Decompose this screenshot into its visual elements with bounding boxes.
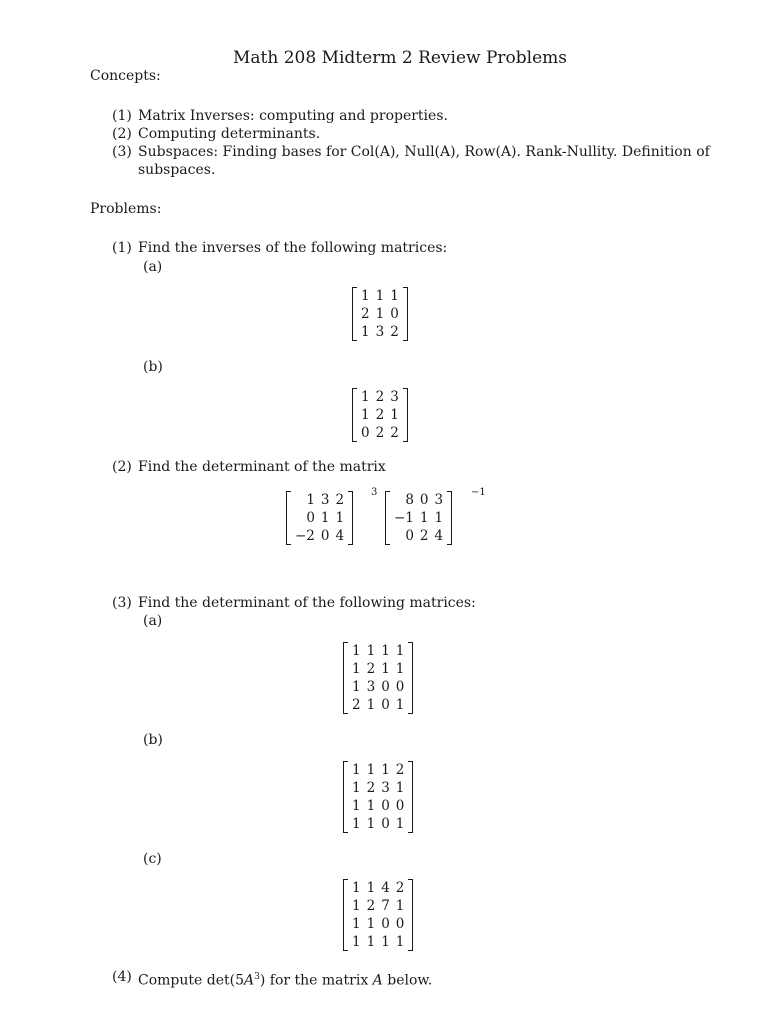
- problem-2-text: Find the determinant of the matrix: [138, 459, 386, 475]
- matrix-entry: 7: [381, 898, 390, 914]
- right-bracket: [403, 287, 408, 341]
- problem-1b-matrix: [352, 388, 408, 442]
- matrix-entry: 1: [434, 510, 444, 526]
- concept-3-number: (3): [112, 144, 132, 160]
- matrix-entry: 2: [366, 780, 376, 796]
- exponent: 3: [254, 972, 260, 982]
- matrix-entry: 0: [361, 425, 370, 441]
- matrix-entry: 1: [395, 898, 405, 914]
- problem-3c-label: (c): [143, 851, 162, 867]
- right-matrix-exponent: −1: [471, 487, 486, 498]
- left-bracket: [286, 491, 291, 545]
- left-matrix-exponent: 3: [371, 487, 378, 498]
- problem-4-number: (4): [112, 969, 132, 985]
- matrix-entry: 1: [395, 934, 405, 950]
- matrix-entry: 1: [395, 816, 405, 832]
- concepts-heading: Concepts:: [90, 68, 161, 84]
- matrix-entry: 1: [381, 661, 390, 677]
- concept-1-text: Matrix Inverses: computing and properties.: [138, 108, 448, 124]
- problem-2-right-matrix: [385, 491, 452, 545]
- left-bracket: [352, 287, 357, 341]
- matrix-entry: 0: [395, 679, 405, 695]
- left-bracket: [343, 761, 348, 833]
- matrix-entry: 1: [361, 389, 370, 405]
- matrix-entry: 1: [395, 661, 405, 677]
- left-bracket: [343, 879, 348, 951]
- matrix-entry: 2: [335, 492, 345, 508]
- problem-4-text-start: Compute det(5: [138, 972, 244, 989]
- matrix-entry: 4: [335, 528, 345, 544]
- matrix-entry: 2: [366, 898, 376, 914]
- matrix-entry: 1: [366, 934, 376, 950]
- problem-4-text: [138, 968, 432, 990]
- matrix-entry: 1: [390, 407, 399, 423]
- matrix-entry: 0: [395, 798, 405, 814]
- matrix-entry: 1: [381, 643, 390, 659]
- matrix-entry: 0: [381, 697, 390, 713]
- concept-1-number: (1): [112, 108, 132, 124]
- matrix-entry: 1: [361, 407, 370, 423]
- matrix-entry: 1: [352, 916, 361, 932]
- matrix-entry: 0: [381, 679, 390, 695]
- matrix-entry: 0: [381, 916, 390, 932]
- right-bracket: [447, 491, 452, 545]
- matrix-entry: 3: [381, 780, 390, 796]
- matrix-entry: 1: [352, 661, 361, 677]
- problem-1-text: Find the inverses of the following matrices:: [138, 240, 448, 256]
- problem-2-left-matrix: [286, 491, 353, 545]
- right-bracket: [403, 388, 408, 442]
- matrix-entry: 1: [352, 816, 361, 832]
- problem-3b-matrix: [343, 761, 413, 833]
- matrix-entry: 1: [375, 306, 385, 322]
- left-bracket: [352, 388, 357, 442]
- matrix-entry: 0: [320, 528, 330, 544]
- matrix-entry: 1: [366, 762, 376, 778]
- matrix-entry: 1: [381, 934, 390, 950]
- concept-2-number: (2): [112, 126, 132, 142]
- problem-4-text-middle: ) for the matrix: [259, 972, 373, 989]
- matrix-variable: A: [372, 972, 383, 989]
- matrix-variable: A: [244, 972, 255, 989]
- matrix-entry: 1: [306, 492, 315, 508]
- problem-3a-label: (a): [143, 613, 163, 629]
- matrix-entry: 1: [381, 762, 390, 778]
- problem-4-text-end: below.: [382, 972, 433, 989]
- problem-3a-matrix: [343, 642, 413, 714]
- problem-1a-label: (a): [143, 259, 163, 275]
- right-bracket: [348, 491, 353, 545]
- matrix-entry: 1: [390, 288, 399, 304]
- matrix-entry: 1: [352, 898, 361, 914]
- matrix-entry: 1: [352, 762, 361, 778]
- matrix-entry: 0: [405, 528, 414, 544]
- problem-1-number: (1): [112, 240, 132, 256]
- matrix-entry: 1: [366, 816, 376, 832]
- matrix-entry: 0: [381, 798, 390, 814]
- problem-3-number: (3): [112, 595, 132, 611]
- matrix-entry: 2: [361, 306, 370, 322]
- concept-3-text: Subspaces: Finding bases for Col(A), Null(A), Row(A). Rank-Nullity. Definition of: [138, 144, 710, 160]
- matrix-entry: 1: [352, 780, 361, 796]
- matrix-entry: 1: [366, 798, 376, 814]
- concept-2-text: Computing determinants.: [138, 126, 321, 142]
- right-bracket: [408, 642, 413, 714]
- matrix-entry: 3: [375, 324, 385, 340]
- matrix-entry: 1: [352, 934, 361, 950]
- matrix-entry: 1: [395, 643, 405, 659]
- matrix-entry: 2: [395, 880, 405, 896]
- matrix-entry: 3: [366, 679, 376, 695]
- matrix-entry: 3: [320, 492, 330, 508]
- matrix-entry: 1: [395, 780, 405, 796]
- right-bracket: [408, 761, 413, 833]
- matrix-entry: 1: [352, 880, 361, 896]
- concept-3-continuation: subspaces.: [138, 162, 216, 178]
- right-bracket: [408, 879, 413, 951]
- matrix-entry: 8: [405, 492, 414, 508]
- matrix-entry: 1: [419, 510, 429, 526]
- matrix-entry: 2: [390, 324, 399, 340]
- matrix-entry: 0: [306, 510, 315, 526]
- problems-heading: Problems:: [90, 201, 162, 217]
- page-title: Math 208 Midterm 2 Review Problems: [233, 48, 568, 68]
- matrix-entry: 2: [352, 697, 361, 713]
- matrix-entry: 2: [395, 762, 405, 778]
- matrix-entry: 2: [375, 425, 385, 441]
- matrix-entry: 2: [390, 425, 399, 441]
- matrix-entry: 1: [375, 288, 385, 304]
- matrix-entry: 0: [419, 492, 429, 508]
- matrix-entry: 0: [390, 306, 399, 322]
- matrix-entry: 1: [366, 643, 376, 659]
- matrix-entry: 2: [375, 389, 385, 405]
- problem-1a-matrix: [352, 287, 408, 341]
- matrix-entry: 1: [361, 324, 370, 340]
- problem-1b-label: (b): [143, 359, 163, 375]
- problem-2-number: (2): [112, 459, 132, 475]
- matrix-entry: 0: [381, 816, 390, 832]
- matrix-entry: 1: [335, 510, 345, 526]
- matrix-entry: 2: [366, 661, 376, 677]
- matrix-entry: 3: [434, 492, 444, 508]
- matrix-entry: 2: [375, 407, 385, 423]
- matrix-entry: 4: [434, 528, 444, 544]
- matrix-entry: 1: [352, 643, 361, 659]
- problem-3-text: Find the determinant of the following matrices:: [138, 595, 476, 611]
- matrix-entry: 1: [366, 916, 376, 932]
- matrix-entry: 4: [381, 880, 390, 896]
- matrix-entry: 1: [395, 697, 405, 713]
- problem-3b-label: (b): [143, 732, 163, 748]
- left-bracket: [343, 642, 348, 714]
- left-bracket: [385, 491, 390, 545]
- matrix-entry: 3: [390, 389, 399, 405]
- matrix-entry: 1: [366, 880, 376, 896]
- problem-3c-matrix: [343, 879, 413, 951]
- matrix-entry: 0: [395, 916, 405, 932]
- matrix-entry: 1: [361, 288, 370, 304]
- matrix-entry: 1: [352, 679, 361, 695]
- matrix-entry: 1: [320, 510, 330, 526]
- matrix-entry: 1: [366, 697, 376, 713]
- matrix-entry: −1: [394, 510, 414, 526]
- matrix-entry: 2: [419, 528, 429, 544]
- matrix-entry: 1: [352, 798, 361, 814]
- matrix-entry: −2: [295, 528, 315, 544]
